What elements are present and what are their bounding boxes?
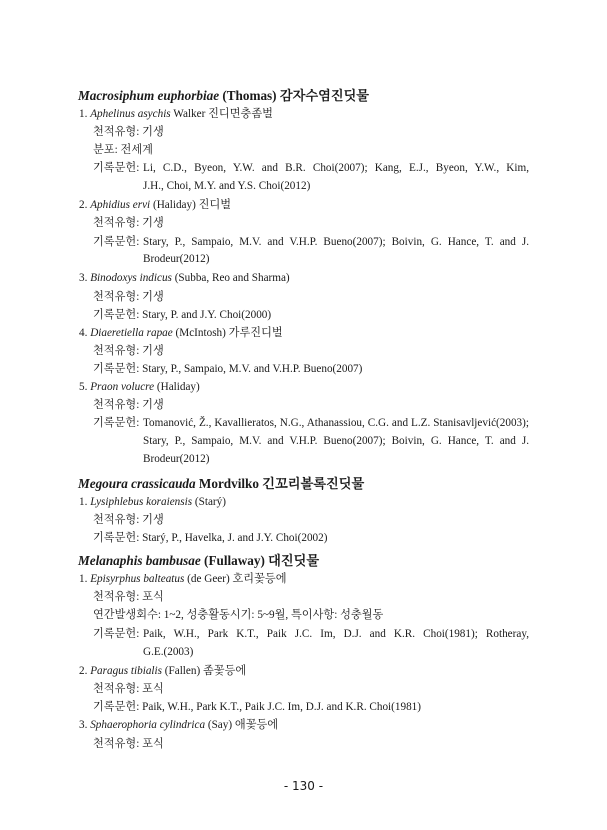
aphid-korean-name: 대진딧물 (268, 553, 320, 568)
field-label: 천적유형: (93, 217, 140, 229)
species-korean: 가루진디벌 (228, 327, 283, 339)
enemy-entry (79, 664, 246, 678)
enemy-entry (79, 718, 278, 732)
enemy-type-line (93, 398, 164, 412)
entry-number: 2. (79, 199, 88, 211)
species-name: Diaeretiella rapae (90, 327, 173, 339)
field-value: 포식 (142, 738, 164, 750)
aphid-heading (78, 85, 369, 104)
enemy-entry (79, 572, 287, 586)
aphid-korean-name: 감자수염진딧물 (279, 88, 370, 103)
entry-number: 1. (79, 573, 88, 585)
species-korean: 애꽃등에 (234, 719, 279, 731)
species-name: Aphidius ervi (90, 199, 151, 211)
aphid-author: (Thomas) (222, 88, 277, 103)
enemy-type-line (93, 216, 164, 230)
enemy-type-line (93, 682, 164, 696)
entry-number: 2. (79, 665, 88, 677)
field-value: 기생 (142, 126, 164, 138)
reference-text: Tomanović, Ž., Kavallieratos, N.G., Athanassiou, C.G. and L.Z. Stanisavljević(2003); (143, 417, 529, 429)
species-author: (de Geer) (187, 573, 230, 585)
species-korean: 호리꽃등에 (232, 573, 287, 585)
species-name: Episyrphus balteatus (90, 573, 185, 585)
page-number: - 130 - (283, 779, 324, 793)
distribution-line (93, 143, 153, 157)
entry-number: 3. (79, 719, 88, 731)
reference-line (93, 700, 421, 714)
aphid-author: Mordvilko (198, 476, 259, 491)
reference-line (93, 362, 362, 376)
reference-text: Li, C.D., Byeon, Y.W. and B.R. Choi(2007); Kang, E.J., Byeon, Y.W., Kim, (143, 162, 529, 174)
field-value: 기생 (142, 399, 164, 411)
species-name: Praon volucre (90, 381, 155, 393)
aphid-heading (78, 550, 319, 569)
reference-label: 기록문헌: (93, 532, 140, 544)
reference-text: Starý, P., Havelka, J. and J.Y. Choi(2002) (142, 532, 328, 544)
reference-text: Paik, W.H., Park K.T., Paik J.C. Im, D.J. and K.R. Choi(1981) (142, 701, 421, 713)
field-label: 천적유형: (93, 738, 140, 750)
field-label: 분포: (93, 144, 118, 156)
enemy-type-line (93, 125, 164, 139)
enemy-type-line (93, 344, 164, 358)
field-label: 천적유형: (93, 126, 140, 138)
field-value: 기생 (142, 217, 164, 229)
reference-text: Stary, P., Sampaio, M.V. and V.H.P. Bueno(2007) (142, 363, 363, 375)
reference-label: 기록문헌: (93, 309, 140, 321)
enemy-type-line (93, 737, 164, 751)
reference-text: Paik, W.H., Park K.T., Paik J.C. Im, D.J. and K.R. Choi(1981); Rotheray, (143, 628, 529, 640)
aphid-author: (Fullaway) (204, 553, 265, 568)
reference-label: 기록문헌: (93, 417, 140, 429)
enemy-entry (79, 107, 273, 121)
reference-text: Brodeur(2012) (143, 253, 210, 265)
occurrence-info-line: 연간발생회수: 1~2, 성충활동시기: 5~9월, 특이사항: 성충월동 (93, 609, 384, 621)
field-value: 기생 (142, 514, 164, 526)
aphid-latin-name: Macrosiphum euphorbiae (78, 88, 220, 103)
reference-text: Stary, P., Sampaio, M.V. and V.H.P. Bueno(2007); Boivin, G. Hance, T. and J. (143, 435, 529, 447)
reference-text: J.H., Choi, M.Y. and Y.S. Choi(2012) (143, 180, 311, 192)
field-value: 기생 (142, 291, 164, 303)
reference-label: 기록문헌: (93, 236, 140, 248)
species-korean: 진디면충좀벌 (208, 108, 273, 120)
reference-label: 기록문헌: (93, 628, 140, 640)
species-korean: 진디벌 (198, 199, 232, 211)
entry-number: 4. (79, 327, 88, 339)
entry-number: 3. (79, 272, 88, 284)
species-author: (McIntosh) (175, 327, 226, 339)
reference-label: 기록문헌: (93, 701, 140, 713)
field-label: 천적유형: (93, 345, 140, 357)
species-author: (Haliday) (156, 381, 200, 393)
enemy-type-line (93, 290, 164, 304)
field-value: 포식 (142, 683, 164, 695)
species-name: Aphelinus asychis (90, 108, 171, 120)
enemy-type-line (93, 590, 164, 604)
entry-number: 1. (79, 108, 88, 120)
species-author: (Starý) (194, 496, 226, 508)
reference-text: Stary, P. and J.Y. Choi(2000) (142, 309, 272, 321)
aphid-heading (78, 473, 364, 492)
reference-line (93, 308, 271, 322)
species-korean: 좀꽃등에 (203, 665, 247, 677)
enemy-entry (79, 271, 290, 285)
species-author: Walker (173, 108, 206, 120)
aphid-korean-name: 긴꼬리볼록진딧물 (262, 476, 365, 491)
field-value: 기생 (142, 345, 164, 357)
reference-label: 기록문헌: (93, 162, 140, 174)
aphid-latin-name: Melanaphis bambusae (78, 553, 201, 568)
enemy-type-line (93, 513, 164, 527)
species-name: Sphaerophoria cylindrica (90, 719, 206, 731)
species-author: (Fallen) (164, 665, 201, 677)
entry-number: 1. (79, 496, 88, 508)
entry-number: 5. (79, 381, 88, 393)
reference-label: 기록문헌: (93, 363, 140, 375)
enemy-entry (79, 495, 226, 509)
reference-text: Stary, P., Sampaio, M.V. and V.H.P. Bueno(2007); Boivin, G. Hance, T. and J. (143, 236, 529, 248)
field-label: 천적유형: (93, 591, 140, 603)
enemy-entry (79, 198, 231, 212)
reference-text: G.E.(2003) (143, 646, 194, 658)
species-name: Binodoxys indicus (90, 272, 172, 284)
field-label: 천적유형: (93, 683, 140, 695)
species-name: Paragus tibialis (90, 665, 162, 677)
species-author: (Haliday) (152, 199, 196, 211)
reference-text: Brodeur(2012) (143, 453, 210, 465)
species-name: Lysiphlebus koraiensis (90, 496, 193, 508)
field-value: 전세계 (120, 144, 153, 156)
species-author: (Say) (207, 719, 233, 731)
aphid-latin-name: Megoura crassicauda (78, 476, 196, 491)
field-value: 포식 (142, 591, 164, 603)
enemy-entry (79, 380, 200, 394)
field-label: 천적유형: (93, 291, 140, 303)
species-author: (Subba, Reo and Sharma) (174, 272, 290, 284)
reference-line (93, 531, 327, 545)
field-label: 천적유형: (93, 514, 140, 526)
enemy-entry (79, 326, 283, 340)
field-label: 천적유형: (93, 399, 140, 411)
